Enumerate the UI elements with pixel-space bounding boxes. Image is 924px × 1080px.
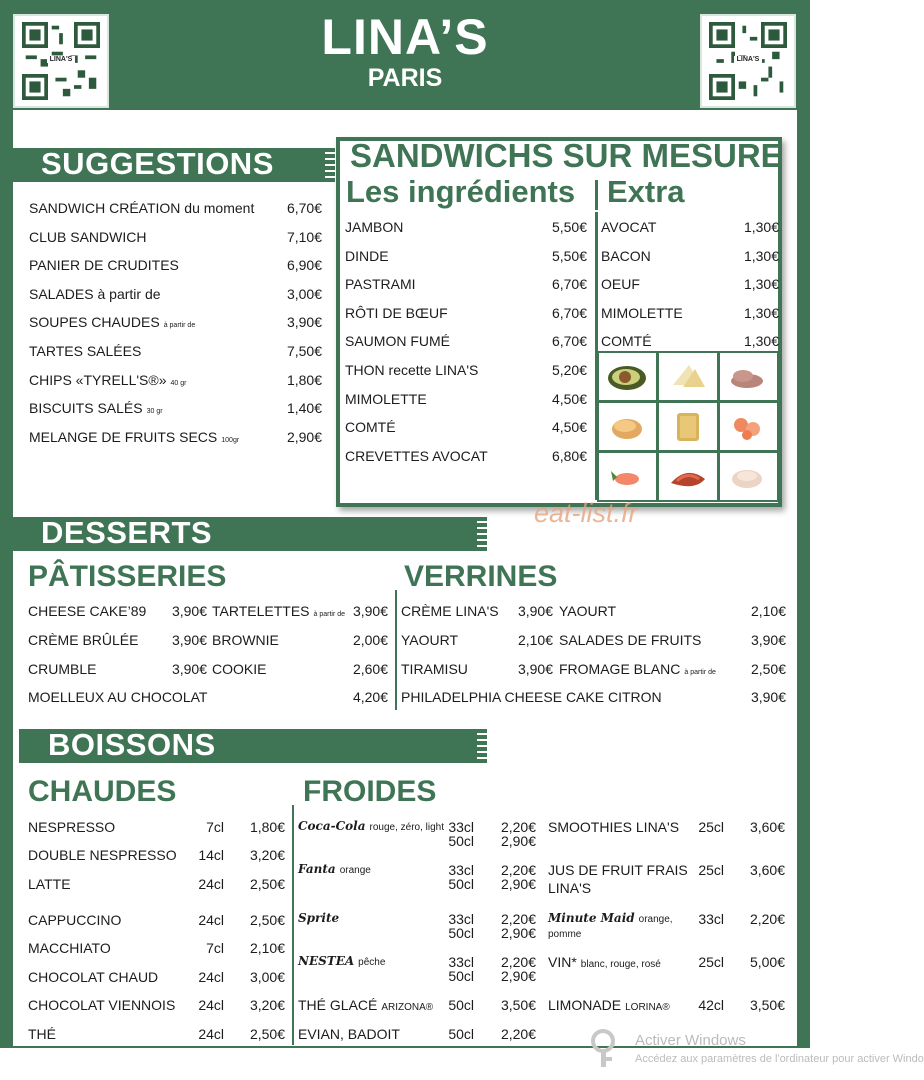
hot-drink-name: CAPPUCCINO xyxy=(28,912,122,928)
extra-name: COMTÉ xyxy=(601,333,652,350)
soda-price: 2,20€ xyxy=(500,911,536,927)
desserts-title: DESSERTS xyxy=(41,515,213,550)
suggestion-name: CLUB SANDWICH xyxy=(29,228,147,245)
soda-volume: 50cl xyxy=(448,876,474,892)
pastrami-photo xyxy=(659,453,716,500)
activate-windows-text: Accédez aux paramètres de l'ordinateur pour activer Windo xyxy=(635,1053,924,1065)
sandwich-divider-top xyxy=(595,180,598,210)
soda-flavors: orange xyxy=(339,865,371,876)
suggestion-note: 40 gr xyxy=(170,379,187,387)
verrine-price: 3,90€ xyxy=(750,689,786,705)
extra-title: Extra xyxy=(607,174,685,209)
cold-drink-name: LIMONADE LORINA® xyxy=(548,997,670,1013)
cold-drink-volume: 50cl xyxy=(448,997,474,1013)
suggestion-name: CHIPS «TYRELL'S®» 40 gr xyxy=(29,371,187,388)
sandwichs-title: SANDWICHS SUR MESURE xyxy=(350,137,783,174)
turkey-photo xyxy=(720,453,777,500)
soda-volume: 33cl xyxy=(448,911,474,927)
suggestion-price: 6,90€ xyxy=(286,257,322,274)
hot-drink-volume: 7cl xyxy=(206,819,224,835)
patisserie-name: BROWNIE xyxy=(212,632,279,648)
patisserie-price: 3,90€ xyxy=(171,661,207,677)
verrine-name: YAOURT xyxy=(401,632,459,648)
verrines-title: VERRINES xyxy=(404,560,558,593)
soda-price: 2,90€ xyxy=(500,833,536,849)
froides-title: FROIDES xyxy=(303,775,437,808)
patisserie-price: 3,90€ xyxy=(352,603,388,619)
desserts-divider xyxy=(395,590,397,710)
patisserie-note: à partir de xyxy=(313,611,346,618)
suggestion-note: 30 gr xyxy=(146,408,163,416)
verrine-price: 3,90€ xyxy=(517,603,553,619)
cold-drink-volume: 25cl xyxy=(698,954,724,970)
verrine-price: 3,90€ xyxy=(750,632,786,648)
cold-drink-brand: ARIZONA® xyxy=(381,1002,434,1013)
cold-drink-price: 3,60€ xyxy=(749,862,785,878)
extra-price: 1,30€ xyxy=(743,219,779,235)
hot-drink-volume: 7cl xyxy=(206,940,224,956)
ingredient-price: 5,50€ xyxy=(551,219,587,235)
bacon-photo xyxy=(659,353,716,400)
soda-price: 2,90€ xyxy=(500,876,536,892)
qr-code-left[interactable] xyxy=(13,14,109,108)
soda-brand: Fanta orange xyxy=(298,862,371,876)
extra-price: 1,30€ xyxy=(743,333,779,350)
patisserie-name: COOKIE xyxy=(212,661,267,677)
patisserie-name: CHEESE CAKE’89 xyxy=(28,603,147,619)
soda-volume: 33cl xyxy=(448,862,474,878)
suggestion-name: PANIER DE CRUDITES xyxy=(29,257,179,274)
ingredient-price: 5,20€ xyxy=(551,362,587,378)
restaurant-name: LINA’S xyxy=(321,9,489,65)
ingredient-name: THON recette LINA'S xyxy=(345,362,479,378)
hot-drink-name: CHOCOLAT VIENNOIS xyxy=(28,997,176,1013)
verrine-name: CRÈME LINA'S xyxy=(401,603,499,619)
hot-drink-price: 3,20€ xyxy=(249,997,285,1013)
ingredient-price: 6,70€ xyxy=(551,276,587,293)
cold-drink-desc: blanc, rouge, rosé xyxy=(580,959,661,970)
soda-price: 2,20€ xyxy=(500,819,536,835)
hot-drink-volume: 24cl xyxy=(198,876,224,892)
soda-price: 2,90€ xyxy=(500,925,536,941)
qr-brand-label: LINA'S xyxy=(734,56,762,63)
boissons-divider xyxy=(292,805,294,1045)
soda-volume: 33cl xyxy=(448,954,474,970)
cold-drink-name: SMOOTHIES LINA'S xyxy=(548,819,680,835)
patisserie-name: MOELLEUX AU CHOCOLAT xyxy=(28,689,208,705)
soda-brand: Sprite xyxy=(298,911,340,925)
hot-drink-volume: 24cl xyxy=(198,1026,224,1042)
cold-drink-name: LINA'S xyxy=(548,880,592,896)
ingredients-title: Les ingrédients xyxy=(346,174,576,209)
ingredient-price: 6,70€ xyxy=(551,304,587,321)
ingredient-price: 6,70€ xyxy=(551,333,587,350)
ingredient-price: 4,50€ xyxy=(551,419,587,436)
extra-name: BACON xyxy=(601,247,651,264)
qr-code-right[interactable] xyxy=(700,14,796,108)
patisserie-price: 2,00€ xyxy=(352,632,388,648)
suggestion-price: 7,10€ xyxy=(286,228,322,245)
cold-drink-price: 3,50€ xyxy=(749,997,785,1013)
verrine-name: TIRAMISU xyxy=(401,661,468,677)
hot-drink-price: 2,10€ xyxy=(249,940,285,956)
suggestion-price: 7,50€ xyxy=(286,343,322,359)
ingredient-price: 4,50€ xyxy=(551,390,587,407)
hot-drink-name: MACCHIATO xyxy=(28,940,111,956)
suggestion-name: SALADES à partir de xyxy=(29,285,161,302)
patisserie-name: CRÈME BRÛLÉE xyxy=(28,632,139,648)
cold-drink-desc: orange, xyxy=(638,914,673,925)
cold-drink-name: Minute Maid orange, xyxy=(548,911,673,925)
patisseries-title: PÂTISSERIES xyxy=(28,560,227,593)
cold-drink-price: 3,60€ xyxy=(749,819,785,835)
suggestion-price: 3,90€ xyxy=(286,314,322,331)
cold-drink-volume: 42cl xyxy=(698,997,724,1013)
ingredient-name: COMTÉ xyxy=(345,419,396,436)
cold-drink-volume: 50cl xyxy=(448,1026,474,1042)
soda-price: 2,20€ xyxy=(500,862,536,878)
suggestion-name: TARTES SALÉES xyxy=(29,343,142,359)
hot-drink-price: 3,20€ xyxy=(249,847,285,863)
cold-drink-price: 5,00€ xyxy=(749,954,785,970)
extra-name: MIMOLETTE xyxy=(601,304,683,321)
hot-drink-volume: 24cl xyxy=(198,969,224,985)
soda-brand: Coca-Cola rouge, zéro, light xyxy=(298,819,445,833)
hot-drink-name: CHOCOLAT CHAUD xyxy=(28,969,159,985)
soda-price: 2,90€ xyxy=(500,968,536,984)
ingredient-name: CREVETTES AVOCAT xyxy=(345,447,488,464)
restaurant-city: PARIS xyxy=(367,64,443,92)
hot-drink-volume: 14cl xyxy=(198,847,224,863)
suggestion-name: BISCUITS SALÉS 30 gr xyxy=(29,400,163,417)
verrine-name: FROMAGE BLANC à partir de xyxy=(559,661,716,677)
soda-volume: 50cl xyxy=(448,925,474,941)
extra-price: 1,30€ xyxy=(743,276,779,293)
cold-drink-name: VIN* blanc, rouge, rosé xyxy=(548,954,661,970)
soda-volume: 50cl xyxy=(448,833,474,849)
extra-name: OEUF xyxy=(601,276,640,293)
hot-drink-price: 3,00€ xyxy=(249,969,285,985)
verrine-name: YAOURT xyxy=(559,603,617,619)
soda-flavors: rouge, zéro, light xyxy=(369,822,445,833)
avocado-photo xyxy=(599,353,656,400)
suggestion-price: 2,90€ xyxy=(286,428,322,445)
verrine-note: à partir de xyxy=(684,669,716,676)
hot-drink-price: 1,80€ xyxy=(249,819,285,835)
patisserie-price: 3,90€ xyxy=(171,632,207,648)
cold-drink-name: JUS DE FRUIT FRAIS xyxy=(548,862,688,878)
suggestion-note: 100gr xyxy=(221,436,240,444)
suggestion-name: SANDWICH CRÉATION du moment xyxy=(29,200,255,216)
verrine-price: 2,10€ xyxy=(750,603,786,619)
ingredient-price: 5,50€ xyxy=(551,247,587,264)
extras-photo-grid xyxy=(597,351,779,502)
activate-windows-title[interactable]: Activer Windows xyxy=(635,1032,746,1049)
verrine-price: 2,10€ xyxy=(517,632,553,648)
cold-drink-volume: 25cl xyxy=(698,819,724,835)
extra-name: AVOCAT xyxy=(601,219,657,235)
cold-drink-volume: 25cl xyxy=(698,862,724,878)
qr-brand-label: LINA'S xyxy=(47,56,75,63)
verrine-price: 3,90€ xyxy=(517,661,553,677)
verrine-name: PHILADELPHIA CHEESE CAKE CITRON xyxy=(401,689,662,705)
hot-drink-price: 2,50€ xyxy=(249,876,285,892)
patisserie-name: CRUMBLE xyxy=(28,661,97,677)
suggestion-note: à partir de xyxy=(163,322,196,330)
ingredient-name: DINDE xyxy=(345,247,389,264)
ingredient-name: SAUMON FUMÉ xyxy=(345,333,450,350)
cold-drink-price: 2,20€ xyxy=(500,1026,536,1042)
soda-flavors: pêche xyxy=(358,957,386,968)
verrine-name: SALADES DE FRUITS xyxy=(559,632,702,648)
patisserie-price: 4,20€ xyxy=(352,689,388,705)
ingredient-name: JAMBON xyxy=(345,219,404,235)
soda-volume: 33cl xyxy=(448,819,474,835)
soda-volume: 50cl xyxy=(448,968,474,984)
shrimp-photo xyxy=(720,403,777,450)
hot-drink-price: 2,50€ xyxy=(249,1026,285,1042)
cold-drink-desc: LORINA® xyxy=(625,1002,670,1013)
hot-drink-volume: 24cl xyxy=(198,997,224,1013)
ham-photo xyxy=(720,353,777,400)
ingredient-name: MIMOLETTE xyxy=(345,390,427,407)
hot-drink-name: THÉ xyxy=(28,1026,56,1042)
suggestion-name: SOUPES CHAUDES à partir de xyxy=(29,314,196,331)
hot-drink-volume: 24cl xyxy=(198,912,224,928)
hot-drink-name: DOUBLE NESPRESSO xyxy=(28,847,177,863)
cold-drink-price: 3,50€ xyxy=(500,997,536,1013)
suggestion-name: MELANGE DE FRUITS SECS 100gr xyxy=(29,428,240,445)
hot-drink-name: LATTE xyxy=(28,876,71,892)
patisserie-price: 3,90€ xyxy=(171,603,207,619)
soda-price: 2,20€ xyxy=(500,954,536,970)
cold-drink-price: 2,20€ xyxy=(749,911,785,927)
extra-price: 1,30€ xyxy=(743,304,779,321)
patisserie-name: TARTELETTES à partir de xyxy=(212,603,346,619)
cold-drink-name: THÉ GLACÉ ARIZONA® xyxy=(298,997,434,1013)
boissons-title: BOISSONS xyxy=(48,727,216,762)
chaudes-title: CHAUDES xyxy=(28,775,177,808)
hot-drink-price: 2,50€ xyxy=(249,912,285,928)
cold-drink-volume: 33cl xyxy=(698,911,724,927)
suggestions-title: SUGGESTIONS xyxy=(41,146,274,181)
cold-drink-name: EVIAN, BADOIT xyxy=(298,1026,400,1042)
verrine-price: 2,50€ xyxy=(750,661,786,677)
bread-photo xyxy=(599,403,656,450)
patisserie-price: 2,60€ xyxy=(352,661,388,677)
suggestion-price: 6,70€ xyxy=(286,200,322,216)
watermark: eat-list.fr xyxy=(534,498,638,528)
ingredient-name: RÔTI DE BŒUF xyxy=(345,304,448,321)
ingredient-name: PASTRAMI xyxy=(345,276,416,293)
salmon-photo xyxy=(599,453,656,500)
suggestion-price: 1,40€ xyxy=(286,400,322,417)
key-icon xyxy=(589,1027,629,1069)
extra-price: 1,30€ xyxy=(743,247,779,264)
suggestion-price: 3,00€ xyxy=(286,285,322,302)
suggestion-price: 1,80€ xyxy=(286,371,322,388)
hot-drink-name: NESPRESSO xyxy=(28,819,116,835)
ingredient-price: 6,80€ xyxy=(551,447,587,464)
cold-drink-desc: pomme xyxy=(548,929,582,940)
soda-brand: NESTEA pêche xyxy=(298,954,386,968)
cheese-photo xyxy=(659,403,716,450)
